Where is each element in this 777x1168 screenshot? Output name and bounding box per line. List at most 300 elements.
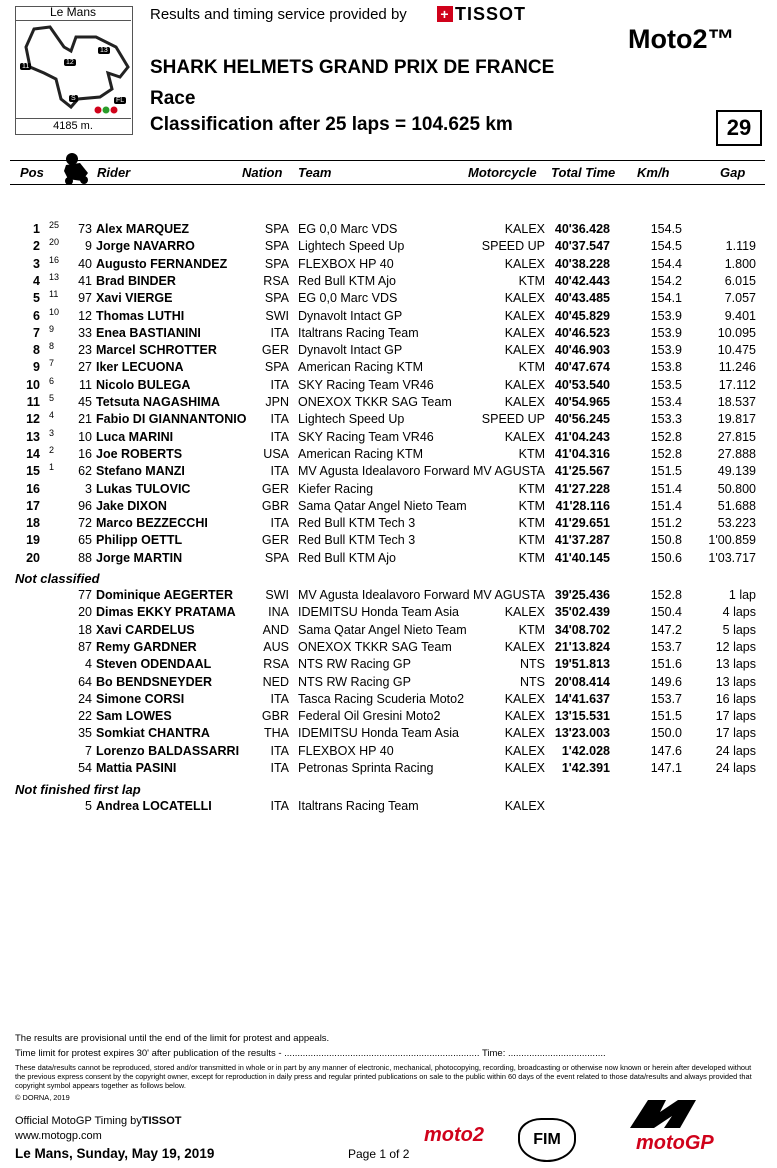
row-nation: GER xyxy=(261,481,289,496)
row-gap: 1'00.859 xyxy=(708,533,756,548)
row-team: SKY Racing Team VR46 xyxy=(298,429,434,444)
row-nation: ITA xyxy=(270,412,289,427)
row-rider-number: 21 xyxy=(78,412,92,427)
row-motorcycle: KALEX xyxy=(504,709,545,724)
table-row xyxy=(0,550,777,567)
row-team: Lightech Speed Up xyxy=(298,412,405,427)
row-nation: SPA xyxy=(264,550,289,565)
row-grid-position: 11 xyxy=(49,289,59,300)
row-motorcycle: KTM xyxy=(518,446,545,461)
table-row xyxy=(0,760,777,777)
table-row xyxy=(0,498,777,515)
row-position: 16 xyxy=(26,481,40,496)
row-team: Federal Oil Gresini Moto2 xyxy=(298,709,441,724)
row-total-time: 41'25.567 xyxy=(554,464,610,479)
row-position: 15 xyxy=(26,464,40,479)
table-row xyxy=(0,273,777,290)
row-nation: AUS xyxy=(263,639,289,654)
row-gap: 9.401 xyxy=(724,308,756,323)
row-rider-number: 9 xyxy=(85,239,92,254)
table-row xyxy=(0,221,777,238)
row-nation: ITA xyxy=(270,743,289,758)
row-speed: 151.6 xyxy=(650,657,682,672)
row-team: Petronas Sprinta Racing xyxy=(298,761,434,775)
row-motorcycle: KTM xyxy=(518,360,545,375)
protest-note: Time limit for protest expires 30' after publication of the results - .......................................................................... Time: ..................................... xyxy=(15,1048,606,1059)
row-motorcycle: KALEX xyxy=(504,291,545,306)
row-total-time: 13'23.003 xyxy=(554,726,610,741)
row-speed: 154.2 xyxy=(650,273,682,288)
row-rider-number: 11 xyxy=(79,377,92,392)
row-team: Dynavolt Intact GP xyxy=(298,308,403,323)
table-row xyxy=(0,604,777,621)
row-rider-number: 65 xyxy=(78,533,92,548)
table-row xyxy=(0,411,777,428)
row-speed: 150.8 xyxy=(650,533,682,548)
table-row xyxy=(0,481,777,498)
table-row xyxy=(0,674,777,691)
row-position: 1 xyxy=(33,222,40,236)
table-row xyxy=(0,622,777,639)
row-motorcycle: KALEX xyxy=(504,222,545,236)
row-total-time: 40'45.829 xyxy=(554,308,610,323)
row-motorcycle: KALEX xyxy=(504,343,545,358)
row-team: Red Bull KTM Ajo xyxy=(298,273,396,288)
row-grid-position: 9 xyxy=(49,323,55,334)
row-gap: 17 laps xyxy=(715,726,756,741)
row-rider-number: 64 xyxy=(78,674,92,689)
row-position: 19 xyxy=(26,533,40,548)
row-rider-name: Tetsuta NAGASHIMA xyxy=(96,395,221,409)
row-nation: AND xyxy=(262,622,289,637)
row-motorcycle: MV AGUSTA xyxy=(472,464,545,479)
row-motorcycle: KTM xyxy=(518,622,545,637)
row-total-time: 19'51.813 xyxy=(554,657,610,672)
row-nation: NED xyxy=(262,674,289,689)
row-speed: 154.5 xyxy=(650,239,682,254)
col-motorcycle: Motorcycle xyxy=(468,165,537,180)
row-speed: 153.8 xyxy=(650,360,682,375)
row-grid-position: 25 xyxy=(49,220,60,230)
map-label-s: S xyxy=(71,95,76,102)
row-speed: 153.9 xyxy=(650,308,682,323)
row-nation: RSA xyxy=(263,273,289,288)
row-team: NTS RW Racing GP xyxy=(298,657,411,672)
row-rider-name: Xavi CARDELUS xyxy=(96,622,195,637)
row-total-time: 40'53.540 xyxy=(554,377,610,392)
row-team: Sama Qatar Angel Nieto Team xyxy=(298,498,467,513)
row-speed: 151.2 xyxy=(650,516,682,531)
col-total-time: Total Time xyxy=(551,165,616,180)
row-rider-name: Simone CORSI xyxy=(96,691,185,706)
row-gap: 5 laps xyxy=(722,622,756,637)
row-rider-name: Sam LOWES xyxy=(96,709,172,724)
row-team: ONEXOX TKKR SAG Team xyxy=(298,639,452,654)
row-rider-name: Nicolo BULEGA xyxy=(96,377,191,392)
row-total-time: 1'42.028 xyxy=(561,743,610,758)
row-total-time: 40'36.428 xyxy=(554,222,610,236)
row-position: 17 xyxy=(26,498,40,513)
row-position: 20 xyxy=(26,550,40,565)
row-rider-name: Marcel SCHROTTER xyxy=(96,343,217,358)
website-link[interactable]: www.motogp.com xyxy=(15,1130,102,1142)
row-grid-position: 7 xyxy=(49,358,55,369)
row-nation: INA xyxy=(268,605,289,620)
row-rider-name: Bo BENDSNEYDER xyxy=(96,674,212,689)
not-finished-heading: Not finished first lap xyxy=(15,782,141,797)
motogp-m-icon xyxy=(620,1098,760,1130)
row-speed: 151.4 xyxy=(650,498,682,513)
table-row xyxy=(0,639,777,656)
row-rider-number: 88 xyxy=(78,550,92,565)
row-total-time: 41'27.228 xyxy=(554,481,610,496)
row-team: MV Agusta Idealavoro Forward xyxy=(298,588,470,602)
col-pos: Pos xyxy=(20,165,44,180)
row-grid-position: 8 xyxy=(49,341,55,352)
row-total-time: 20'08.414 xyxy=(554,674,610,689)
row-rider-name: Remy GARDNER xyxy=(96,639,197,654)
row-rider-name: Fabio DI GIANNANTONIO xyxy=(96,412,247,427)
tissot-logo xyxy=(437,4,526,25)
table-row xyxy=(0,394,777,411)
row-motorcycle: KALEX xyxy=(504,726,545,741)
row-rider-name: Lorenzo BALDASSARRI xyxy=(96,743,240,758)
row-team: Lightech Speed Up xyxy=(298,239,405,254)
row-rider-number: 22 xyxy=(78,709,92,724)
row-nation: ITA xyxy=(270,325,289,340)
row-rider-name: Marco BEZZECCHI xyxy=(96,516,208,531)
row-speed: 153.7 xyxy=(650,639,682,654)
table-row xyxy=(0,587,777,604)
dorna-copyright: © DORNA, 2019 xyxy=(15,1093,70,1102)
row-gap: 18.537 xyxy=(717,395,756,409)
fim-logo xyxy=(518,1118,576,1162)
row-motorcycle: KALEX xyxy=(504,743,545,758)
row-rider-number: 20 xyxy=(78,605,92,620)
table-row xyxy=(0,463,777,480)
tissot-logo-text: TISSOT xyxy=(455,4,527,24)
row-gap: 10.095 xyxy=(717,325,756,340)
moto2-logo: moto2 xyxy=(424,1124,484,1146)
row-rider-name: Stefano MANZI xyxy=(96,464,185,479)
row-rider-number: 73 xyxy=(78,222,92,236)
row-nation: ITA xyxy=(270,761,289,775)
row-grid-position: 20 xyxy=(49,237,60,248)
row-total-time: 39'25.436 xyxy=(554,588,610,602)
official-timing-brand: TISSOT xyxy=(141,1115,182,1127)
row-gap: 49.139 xyxy=(717,464,756,479)
table-row xyxy=(0,429,777,446)
row-motorcycle: NTS xyxy=(520,674,545,689)
row-speed: 150.6 xyxy=(650,550,682,565)
table-row xyxy=(0,798,777,815)
row-position: 2 xyxy=(33,239,40,254)
row-gap: 4 laps xyxy=(722,605,756,620)
row-gap: 13 laps xyxy=(715,674,756,689)
page-indicator: Page 1 of 2 xyxy=(348,1147,410,1161)
table-row xyxy=(0,725,777,742)
row-speed: 154.4 xyxy=(650,256,682,271)
row-rider-number: 77 xyxy=(78,588,92,602)
row-speed: 151.4 xyxy=(650,481,682,496)
row-team: Italtrans Racing Team xyxy=(298,325,419,340)
row-speed: 152.8 xyxy=(650,588,682,602)
row-motorcycle: KTM xyxy=(518,481,545,496)
row-grid-position: 5 xyxy=(49,393,55,403)
row-speed: 151.5 xyxy=(650,464,682,479)
row-rider-name: Iker LECUONA xyxy=(96,360,184,375)
row-motorcycle: NTS xyxy=(520,657,545,672)
row-rider-number: 40 xyxy=(78,256,92,271)
row-speed: 151.5 xyxy=(650,709,682,724)
row-total-time: 40'43.485 xyxy=(554,291,610,306)
row-motorcycle: KALEX xyxy=(504,256,545,271)
row-gap: 7.057 xyxy=(724,291,756,306)
row-team: SKY Racing Team VR46 xyxy=(298,377,434,392)
row-speed: 147.6 xyxy=(650,743,682,758)
page-number-box: 29 xyxy=(716,110,762,146)
row-position: 9 xyxy=(33,360,40,375)
row-gap: 1'03.717 xyxy=(708,550,756,565)
row-speed: 153.7 xyxy=(650,691,682,706)
row-nation: GBR xyxy=(261,498,289,513)
row-rider-number: 24 xyxy=(78,691,92,706)
row-team: IDEMITSU Honda Team Asia xyxy=(298,726,459,741)
row-team: FLEXBOX HP 40 xyxy=(298,743,394,758)
row-nation: SPA xyxy=(264,256,289,271)
col-team: Team xyxy=(298,165,332,180)
row-gap: 27.815 xyxy=(717,429,756,444)
row-rider-number: 41 xyxy=(78,273,92,288)
row-gap: 10.475 xyxy=(717,343,756,358)
row-rider-name: Alex MARQUEZ xyxy=(96,222,190,236)
row-total-time: 41'40.145 xyxy=(554,550,610,565)
row-total-time: 40'54.965 xyxy=(554,395,610,409)
col-kmh: Km/h xyxy=(637,165,670,180)
track-map-icon xyxy=(16,7,132,134)
table-row xyxy=(0,238,777,255)
row-team: American Racing KTM xyxy=(298,360,424,375)
row-motorcycle: KALEX xyxy=(504,377,545,392)
row-rider-number: 18 xyxy=(78,622,92,637)
row-nation: ITA xyxy=(270,691,289,706)
row-rider-name: Brad BINDER xyxy=(96,273,176,288)
row-total-time: 40'47.674 xyxy=(554,360,610,375)
row-nation: RSA xyxy=(263,657,289,672)
row-position: 11 xyxy=(26,395,40,409)
row-gap: 16 laps xyxy=(715,691,756,706)
track-length: 4185 m. xyxy=(15,118,131,134)
table-row xyxy=(0,743,777,760)
row-rider-name: Somkiat CHANTRA xyxy=(96,726,210,741)
row-total-time: 40'56.245 xyxy=(554,412,610,427)
row-speed: 154.1 xyxy=(650,291,682,306)
row-rider-name: Jorge NAVARRO xyxy=(96,239,195,254)
row-grid-position: 1 xyxy=(49,462,55,473)
row-rider-number: 16 xyxy=(78,446,92,461)
row-speed: 152.8 xyxy=(650,429,682,444)
table-row xyxy=(0,290,777,307)
header-divider-top xyxy=(10,160,765,161)
official-timing xyxy=(15,1115,182,1127)
table-row xyxy=(0,342,777,359)
row-speed: 153.9 xyxy=(650,343,682,358)
row-position: 10 xyxy=(26,377,40,392)
track-map-box xyxy=(15,6,133,135)
row-position: 5 xyxy=(33,291,40,306)
row-nation: GER xyxy=(261,533,289,548)
row-gap: 1 lap xyxy=(728,588,756,602)
row-team: Tasca Racing Scuderia Moto2 xyxy=(298,691,465,706)
row-team: Dynavolt Intact GP xyxy=(298,343,403,358)
row-total-time: 41'04.316 xyxy=(554,446,610,461)
table-row xyxy=(0,446,777,463)
row-position: 12 xyxy=(26,412,40,427)
table-row xyxy=(0,377,777,394)
row-rider-number: 3 xyxy=(85,481,92,496)
row-rider-name: Thomas LUTHI xyxy=(96,308,185,323)
row-motorcycle: KALEX xyxy=(504,761,545,775)
row-total-time: 34'08.702 xyxy=(554,622,610,637)
row-rider-name: Augusto FERNANDEZ xyxy=(96,256,228,271)
row-gap: 11.246 xyxy=(718,360,756,375)
row-rider-name: Dimas EKKY PRATAMA xyxy=(96,605,236,620)
row-gap: 53.223 xyxy=(717,516,756,531)
row-rider-number: 35 xyxy=(78,726,92,741)
row-motorcycle: KTM xyxy=(518,498,545,513)
row-total-time: 40'46.903 xyxy=(554,343,610,358)
row-rider-number: 87 xyxy=(78,639,92,654)
table-row xyxy=(0,532,777,549)
row-gap: 12 laps xyxy=(715,639,756,654)
row-nation: THA xyxy=(264,726,289,741)
row-nation: GBR xyxy=(261,709,289,724)
row-gap: 19.817 xyxy=(717,412,756,427)
row-gap: 13 laps xyxy=(715,657,756,672)
row-gap: 27.888 xyxy=(717,446,756,461)
row-gap: 6.015 xyxy=(724,273,756,288)
row-gap: 51.688 xyxy=(717,498,756,513)
row-team: Italtrans Racing Team xyxy=(298,799,419,813)
row-rider-number: 72 xyxy=(78,516,92,531)
map-label-11: 11 xyxy=(22,63,30,70)
row-team: EG 0,0 Marc VDS xyxy=(298,291,398,306)
row-rider-name: Lukas TULOVIC xyxy=(96,481,191,496)
row-rider-number: 33 xyxy=(78,325,92,340)
row-team: Red Bull KTM Ajo xyxy=(298,550,396,565)
row-speed: 153.5 xyxy=(650,377,682,392)
row-nation: SWI xyxy=(265,308,289,323)
row-rider-name: Andrea LOCATELLI xyxy=(96,799,212,813)
row-position: 7 xyxy=(33,325,40,340)
row-motorcycle: KALEX xyxy=(504,308,545,323)
row-motorcycle: MV AGUSTA xyxy=(472,588,545,602)
place-date: Le Mans, Sunday, May 19, 2019 xyxy=(15,1146,215,1161)
row-total-time: 40'46.523 xyxy=(554,325,610,340)
row-nation: USA xyxy=(263,446,289,461)
header-divider-bottom xyxy=(10,184,765,185)
motogp-logo: motoGP xyxy=(636,1132,714,1154)
row-rider-name: Philipp OETTL xyxy=(96,533,183,548)
table-row xyxy=(0,308,777,325)
row-total-time: 41'04.243 xyxy=(554,429,610,444)
row-grid-position: 2 xyxy=(49,444,55,455)
row-team: Kiefer Racing xyxy=(298,481,374,496)
row-rider-number: 4 xyxy=(85,657,92,672)
row-nation: ITA xyxy=(270,377,289,392)
col-rider: Rider xyxy=(97,165,131,180)
row-rider-number: 96 xyxy=(78,498,92,513)
row-motorcycle: KALEX xyxy=(504,639,545,654)
row-position: 13 xyxy=(26,429,40,444)
row-rider-name: Steven ODENDAAL xyxy=(96,657,212,672)
row-rider-name: Jorge MARTIN xyxy=(96,550,183,565)
row-position: 18 xyxy=(26,516,40,531)
row-motorcycle: KALEX xyxy=(504,605,545,620)
row-nation: ITA xyxy=(270,516,289,531)
row-team: Red Bull KTM Tech 3 xyxy=(298,516,416,531)
row-nation: ITA xyxy=(270,464,289,479)
row-rider-number: 45 xyxy=(78,395,92,409)
session-title: Race xyxy=(150,88,196,109)
row-total-time: 40'42.443 xyxy=(554,273,610,288)
row-gap: 17 laps xyxy=(715,709,756,724)
row-position: 8 xyxy=(33,343,40,358)
row-total-time: 21'13.824 xyxy=(554,639,610,654)
fim-logo-text: FIM xyxy=(533,1131,561,1148)
provided-by-text: Results and timing service provided by xyxy=(150,6,407,23)
row-rider-name: Luca MARINI xyxy=(96,429,174,444)
row-team: Red Bull KTM Tech 3 xyxy=(298,533,416,548)
row-nation: ITA xyxy=(270,429,289,444)
table-row xyxy=(0,691,777,708)
row-nation: SWI xyxy=(265,588,289,602)
row-team: EG 0,0 Marc VDS xyxy=(298,222,398,236)
row-rider-number: 7 xyxy=(85,743,92,758)
map-label-12: 12 xyxy=(66,59,74,66)
row-speed: 153.9 xyxy=(650,325,682,340)
row-grid-position: 4 xyxy=(49,410,55,421)
map-label-fl: FL xyxy=(116,97,125,104)
row-motorcycle: KALEX xyxy=(504,691,545,706)
table-row xyxy=(0,325,777,342)
row-rider-number: 97 xyxy=(78,291,92,306)
row-motorcycle: KALEX xyxy=(504,395,545,409)
row-rider-name: Xavi VIERGE xyxy=(96,291,173,306)
category-title: Moto2™ xyxy=(628,24,735,54)
row-gap: 1.119 xyxy=(725,239,756,254)
col-gap: Gap xyxy=(720,165,746,180)
row-gap: 17.112 xyxy=(718,377,756,392)
row-motorcycle: KTM xyxy=(518,550,545,565)
row-motorcycle: KTM xyxy=(518,533,545,548)
row-total-time: 40'37.547 xyxy=(554,239,610,254)
row-rider-name: Dominique AEGERTER xyxy=(96,588,234,602)
row-position: 4 xyxy=(33,273,40,288)
row-rider-number: 12 xyxy=(78,308,92,323)
row-team: American Racing KTM xyxy=(298,446,424,461)
row-total-time: 41'29.651 xyxy=(554,516,610,531)
row-grid-position: 16 xyxy=(49,254,60,265)
row-total-time: 41'28.116 xyxy=(555,498,610,513)
row-total-time: 14'41.637 xyxy=(554,691,610,706)
row-rider-number: 62 xyxy=(78,464,92,479)
track-name: Le Mans xyxy=(15,5,131,21)
row-motorcycle: KTM xyxy=(518,273,545,288)
row-speed: 149.6 xyxy=(650,674,682,689)
row-team: MV Agusta Idealavoro Forward xyxy=(298,464,470,479)
row-grid-position: 10 xyxy=(49,306,60,317)
